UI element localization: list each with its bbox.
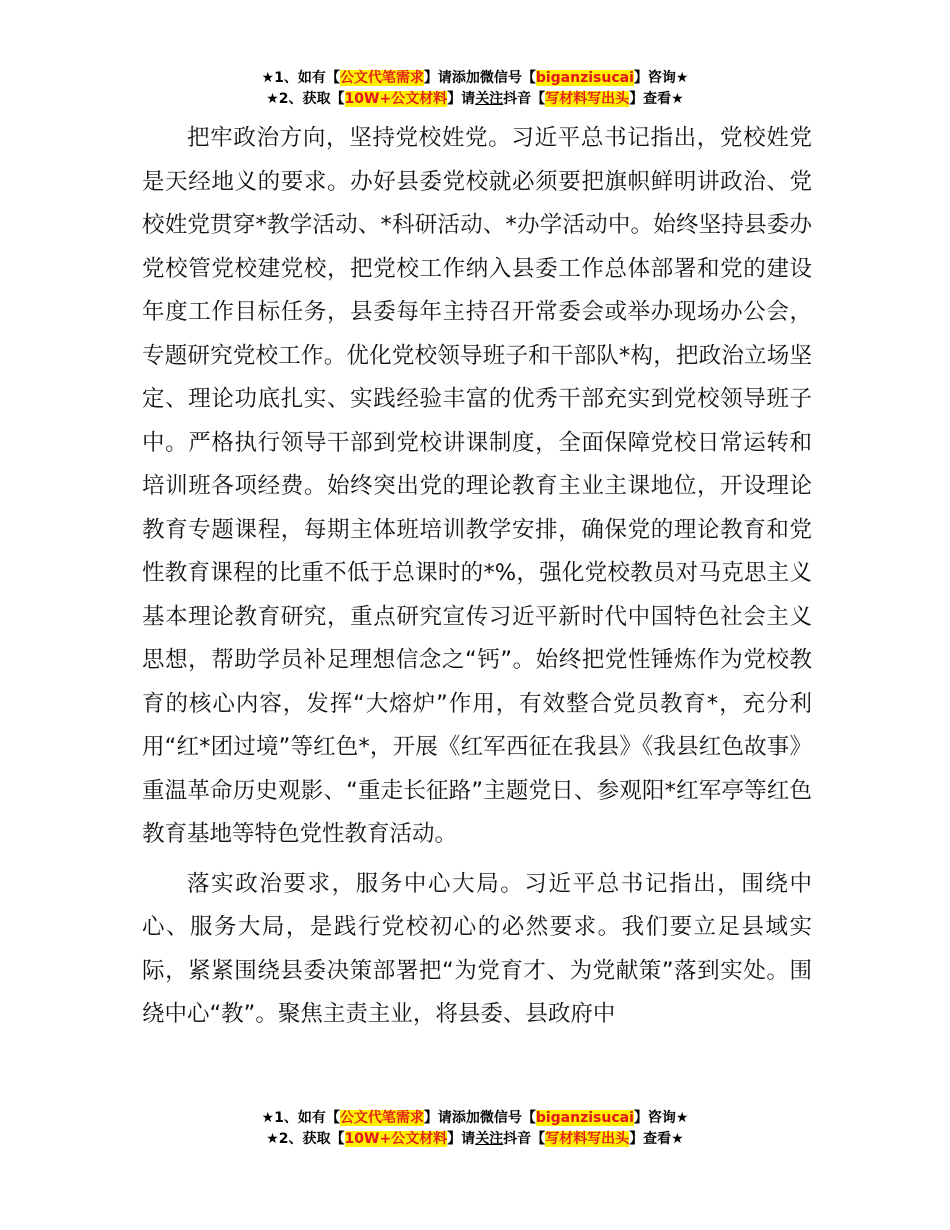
highlight-douyin-account: 写材料写出头 xyxy=(545,1131,630,1147)
banner-line-materials: ★2、获取【10W+公文材料】请关注抖音【写材料写出头】查看★ xyxy=(266,91,684,107)
highlight-ghostwriting: 公文代笔需求 xyxy=(339,70,424,86)
underlined-follow: 关注 xyxy=(475,91,504,107)
highlight-wechat-id: biganzisucai xyxy=(535,1110,634,1126)
highlight-materials: 10W+公文材料 xyxy=(344,1131,448,1147)
document-body xyxy=(142,117,812,1037)
highlight-douyin-account: 写材料写出头 xyxy=(545,91,630,107)
paragraph-political-requirements: 落实政治要求，服务中心大局。习近平总书记指出，围绕中心、服务大局，是践行党校初心的必然要求。我们要立足县域实际，紧紧围绕县委决策部署把“为党育才、为党献策”落到实处。围绕中心“教”。聚焦主责主业，将县委、县政府中 xyxy=(142,870,812,1027)
banner-line-consult: ★1、如有【公文代笔需求】请添加微信号【biganzisucai】咨询★ xyxy=(261,1110,689,1126)
highlight-materials: 10W+公文材料 xyxy=(344,91,448,107)
footer-banner xyxy=(0,1108,950,1150)
highlight-ghostwriting: 公文代笔需求 xyxy=(339,1110,424,1126)
banner-line-materials: ★2、获取【10W+公文材料】请关注抖音【写材料写出头】查看★ xyxy=(266,1131,684,1147)
header-banner xyxy=(0,68,950,110)
highlight-wechat-id: biganzisucai xyxy=(535,70,634,86)
banner-line-consult: ★1、如有【公文代笔需求】请添加微信号【biganzisucai】咨询★ xyxy=(261,70,689,86)
underlined-follow: 关注 xyxy=(475,1131,504,1147)
paragraph-political-direction: 把牢政治方向，坚持党校姓党。习近平总书记指出，党校姓党是天经地义的要求。办好县委党校就必须要把旗帜鲜明讲政治、党校姓党贯穿*教学活动、*科研活动、*办学活动中。始终坚持县委办党校管党校建党校，把党校工作纳入县委工作总体部署和党的建设年度工作目标任务，县委每年主持召开常委会或举办现场办公会，专题研究党校工作。优化党校领导班子和干部队*构，把政治立场坚定、理论功底扎实、实践经验丰富的优秀干部充实到党校领导班子中。严格执行领导干部到党校讲课制度，全面保障党校日常运转和培训班各项经费。始终突出党的理论教育主业主课地位，开设理论教育专题课程，每期主体班培训教学安排，确保党的理论教育和党性教育课程的比重不低于总课时的*%，强化党校教员对马克思主义基本理论教育研究，重点研究宣传习近平新时代中国特色社会主义思想，帮助学员补足理想信念之“钙”。始终把党性锤炼作为党校教育的核心内容，发挥“大熔炉”作用，有效整合党员教育*，充分利用“红*团过境”等红色*，开展《红军西征在我县》《我县红色故事》重温革命历史观影、“重走长征路”主题党日、参观阳*红军亭等红色教育基地等特色党性教育活动。 xyxy=(142,125,812,847)
